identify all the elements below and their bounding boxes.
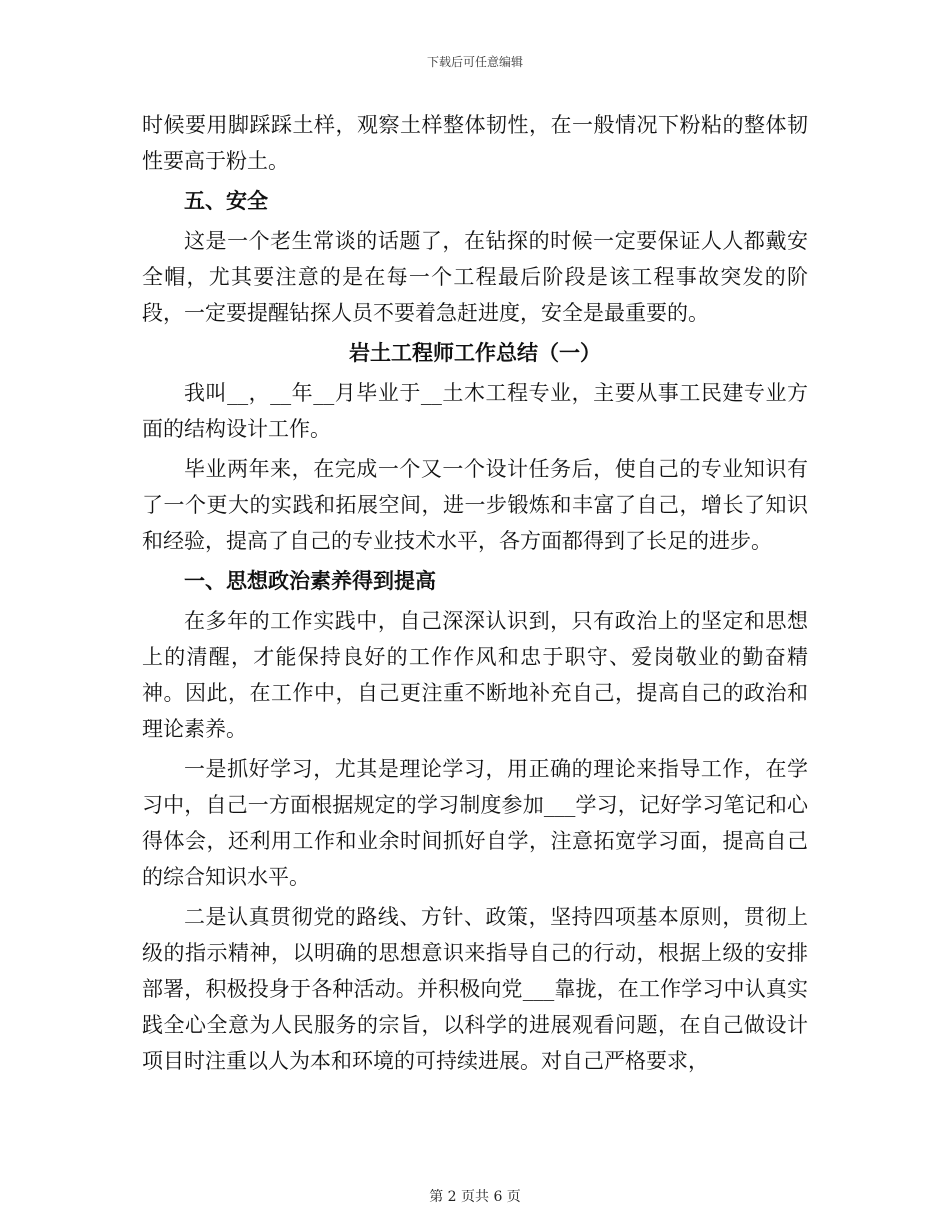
paragraph-graduation: 毕业两年来，在完成一个又一个设计任务后，使自己的专业知识有了一个更大的实践和拓展空间，进一步锻炼和丰富了自己，增长了知识和经验，提高了自己的专业技术水平，各方面都得到了长足的进步。	[142, 457, 808, 553]
paragraph-party-line: 二是认真贯彻党的路线、方针、政策，坚持四项基本原则，贯彻上级的指示精神，以明确的思想意识来指导自己的行动，根据上级的安排部署，积极投身于各种活动。并积极向党___靠拢，在工作学习中认真实践全心全意为人民服务的宗旨，以科学的进展观看问题，在自己做设计项目时注重以人为本和环境的可持续进展。对自己严格要求，	[142, 905, 808, 1073]
paragraph-soil-toughness: 时候要用脚踩踩土样，观察土样整体韧性，在一般情况下粉粘的整体韧性要高于粉土。	[142, 113, 808, 173]
paragraph-study: 一是抓好学习，尤其是理论学习，用正确的理论来指导工作，在学习中，自己一方面根据规定的学习制度参加___学习，记好学习笔记和心得体会，还利用工作和业余时间抓好自学，注意拓宽学习面，提高自己的综合知识水平。	[142, 757, 808, 889]
page-number: 第 2 页共 6 页	[429, 1189, 521, 1205]
document-title: 岩土工程师工作总结（一）	[349, 340, 601, 365]
section-heading-politics: 一、思想政治素养得到提高	[184, 568, 436, 593]
paragraph-safety: 这是一个老生常谈的话题了，在钻探的时候一定要保证人人都戴安全帽，尤其要注意的是在每一个工程最后阶段是该工程事故突发的阶段，一定要提醒钻探人员不要着急赶进度，安全是最重要的。	[142, 229, 808, 325]
page-header: 下载后可任意编辑	[426, 55, 523, 69]
document-body	[142, 107, 808, 1079]
paragraph-intro: 我叫__，__年__月毕业于__土木工程专业，主要从事工民建专业方面的结构设计工作。	[142, 381, 808, 441]
paragraph-practice: 在多年的工作实践中，自己深深认识到，只有政治上的坚定和思想上的清醒，才能保持良好的工作作风和忠于职守、爱岗敬业的勤奋精神。因此，在工作中，自己更注重不断地补充自己，提高自己的政治和理论素养。	[142, 609, 808, 741]
section-heading-safety: 五、安全	[184, 188, 268, 213]
